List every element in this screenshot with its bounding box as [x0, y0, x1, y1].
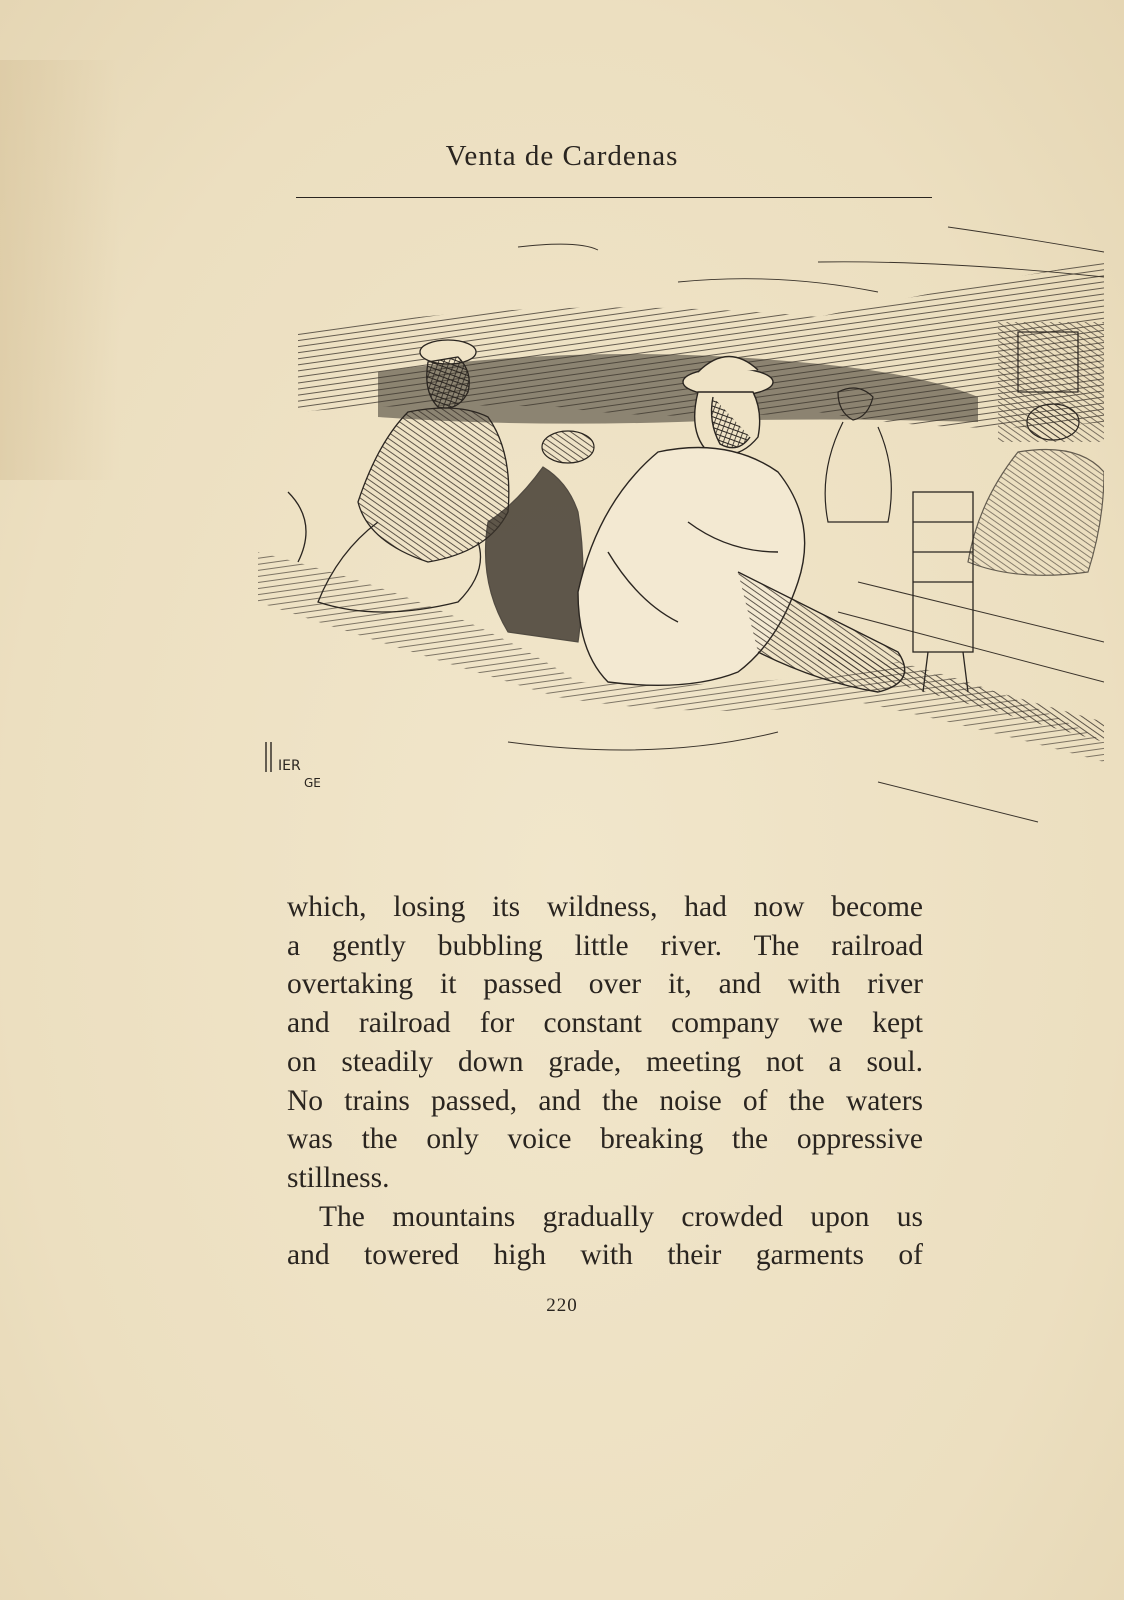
- text-line: and railroad for constant company we kept: [287, 1007, 923, 1040]
- page-number: 220: [546, 1295, 578, 1316]
- text-line: and towered high with their garments of: [287, 1239, 923, 1272]
- text-line: No trains passed, and the noise of the waters: [287, 1084, 923, 1117]
- text-line: The mountains gradually crowded upon us: [319, 1200, 923, 1233]
- running-head: Venta de Cardenas: [445, 140, 679, 172]
- chair: [913, 492, 973, 692]
- text-line: overtaking it passed over it, and with river: [287, 968, 923, 1001]
- text-line: which, losing its wildness, had now become: [287, 891, 923, 923]
- text-line: was the only voice breaking the oppressive: [287, 1123, 923, 1156]
- text-line: on steadily down grade, meeting not a soul.: [287, 1045, 923, 1078]
- artist-signature: [266, 742, 321, 790]
- svg-text:GE: GE: [304, 776, 321, 790]
- page-stain: [0, 60, 120, 480]
- text-line: stillness.: [287, 1161, 390, 1194]
- body-text: [287, 888, 923, 1275]
- svg-text:IER: IER: [278, 758, 301, 774]
- illustration: [258, 222, 1104, 850]
- text-line: a gently bubbling little river. The railroad: [287, 929, 923, 962]
- header-rule: [296, 197, 932, 198]
